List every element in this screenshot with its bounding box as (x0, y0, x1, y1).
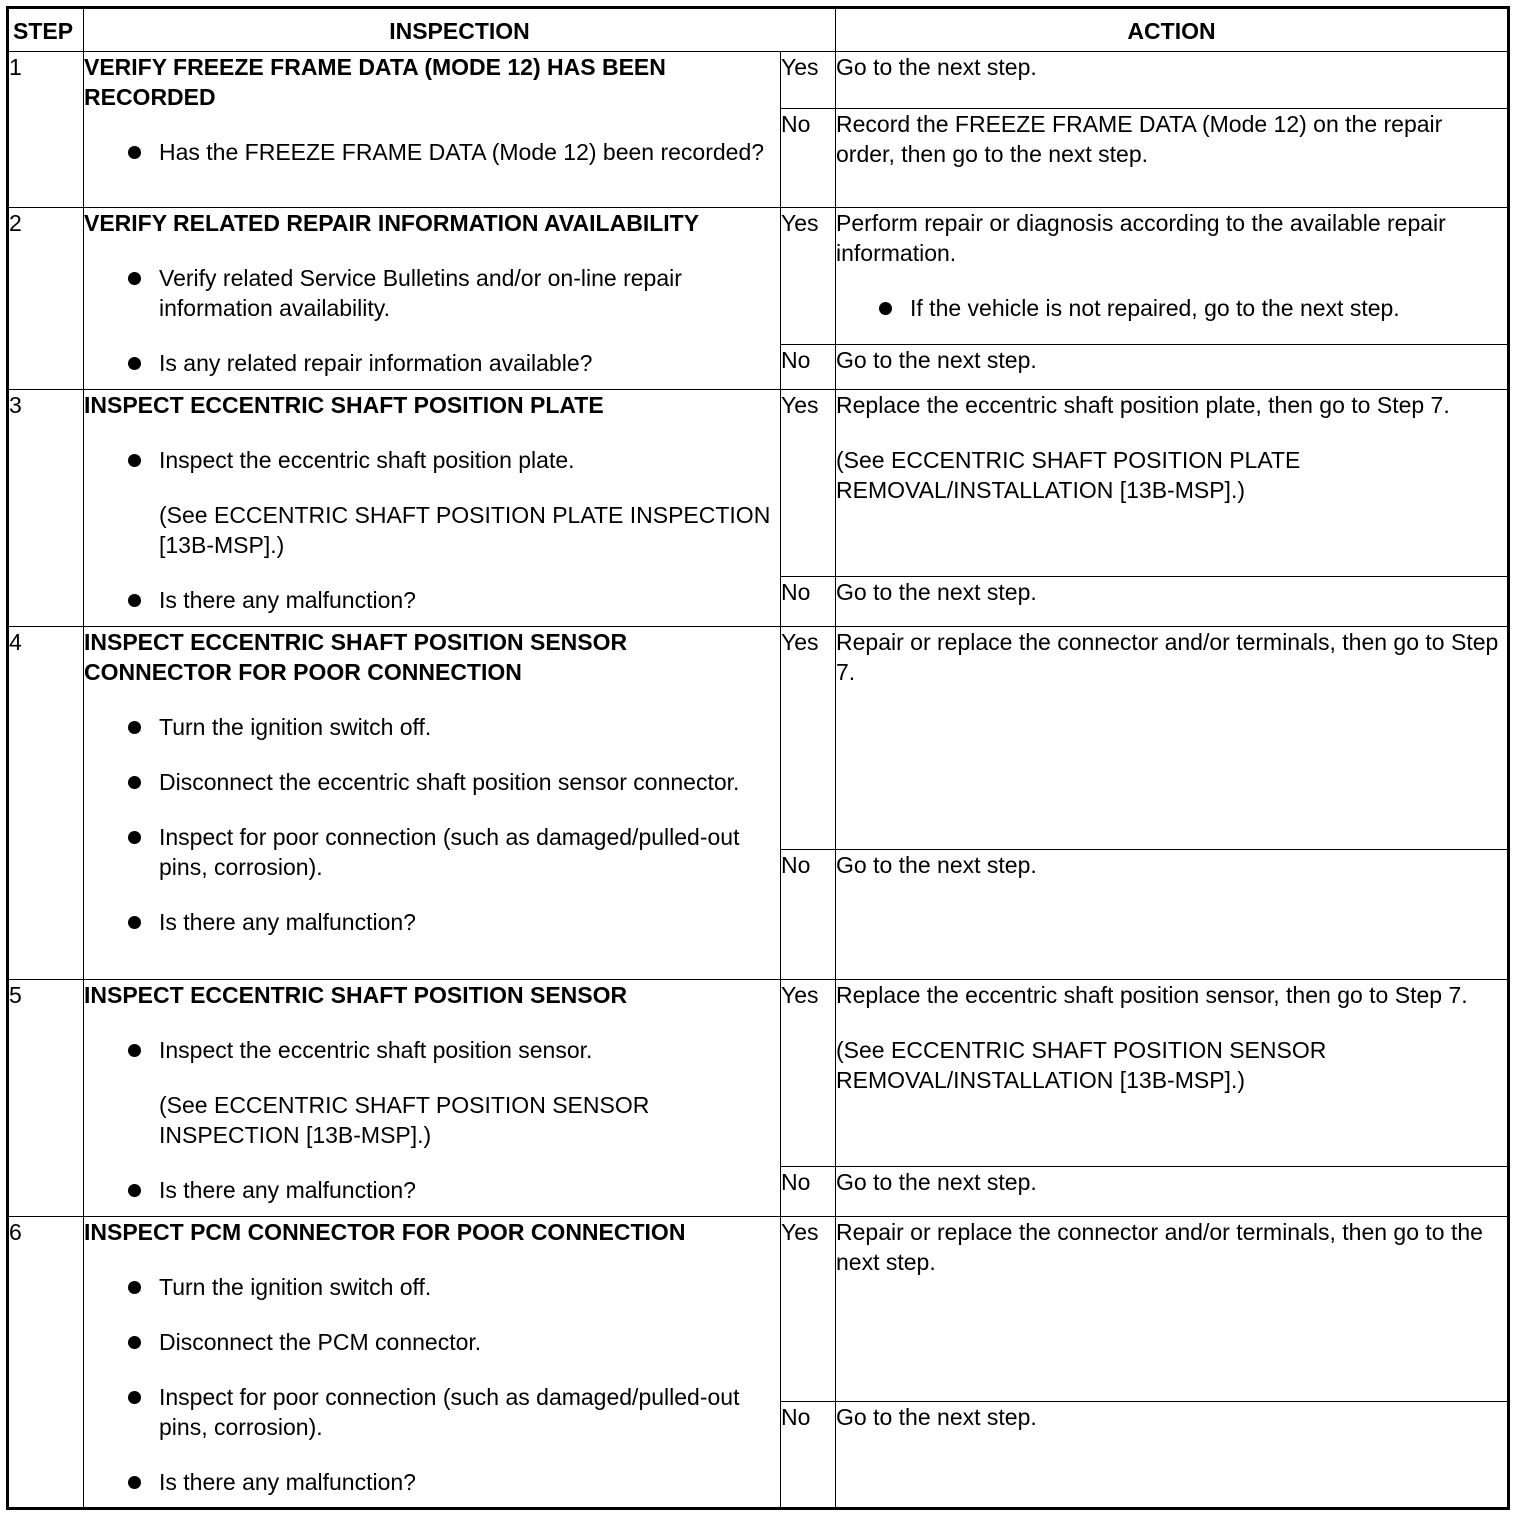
no-label: No (781, 1167, 836, 1217)
no-label: No (781, 577, 836, 627)
diagnostic-procedure-table (6, 6, 1510, 1510)
step-row (8, 627, 1509, 850)
no-label: No (781, 109, 836, 208)
yes-action-text: Go to the next step. (836, 54, 1037, 80)
step-row (8, 980, 1509, 1167)
yes-label: Yes (781, 208, 836, 345)
yes-action-text: Replace the eccentric shaft position plate, then go to Step 7. (836, 392, 1450, 418)
inspection-bullet: Is there any malfunction? (84, 1467, 780, 1497)
inspection-bullet: Inspect for poor connection (such as damaged/pulled-out pins, corrosion). (84, 1382, 780, 1442)
yes-action-text: Repair or replace the connector and/or terminals, then go to Step 7. (836, 629, 1499, 685)
yes-action (836, 390, 1509, 577)
yes-label: Yes (781, 627, 836, 850)
no-action: Go to the next step. (836, 345, 1509, 390)
yes-action (836, 627, 1509, 850)
inspection-bullet: Inspect the eccentric shaft position sensor. (84, 1035, 780, 1065)
yes-label: Yes (781, 980, 836, 1167)
inspection-cell (84, 980, 781, 1217)
inspection-cell (84, 1217, 781, 1509)
step-row (8, 390, 1509, 577)
yes-action-reference: (See ECCENTRIC SHAFT POSITION PLATE REMOVAL/INSTALLATION [13B-MSP].) (836, 447, 1301, 503)
inspection-header: INSPECTION (84, 8, 836, 52)
no-action: Go to the next step. (836, 577, 1509, 627)
no-label: No (781, 850, 836, 980)
step-row (8, 208, 1509, 345)
inspection-bullet: Verify related Service Bulletins and/or on-line repair information availability. (84, 263, 780, 323)
yes-action-text: Repair or replace the connector and/or terminals, then go to the next step. (836, 1219, 1483, 1275)
inspection-bullet: Inspect for poor connection (such as damaged/pulled-out pins, corrosion). (84, 822, 780, 882)
yes-label: Yes (781, 390, 836, 577)
header-row (8, 8, 1509, 52)
yes-action-reference: (See ECCENTRIC SHAFT POSITION SENSOR REMOVAL/INSTALLATION [13B-MSP].) (836, 1037, 1327, 1093)
inspection-title: INSPECT ECCENTRIC SHAFT POSITION PLATE (84, 392, 604, 418)
yes-action-text: Replace the eccentric shaft position sensor, then go to Step 7. (836, 982, 1468, 1008)
inspection-title: INSPECT PCM CONNECTOR FOR POOR CONNECTION (84, 1219, 686, 1245)
step-number: 1 (8, 52, 84, 208)
yes-action-text: Perform repair or diagnosis according to the available repair information. (836, 210, 1446, 266)
inspection-reference: (See ECCENTRIC SHAFT POSITION PLATE INSPECTION [13B-MSP].) (159, 502, 771, 558)
inspection-cell (84, 627, 781, 980)
yes-action (836, 1217, 1509, 1402)
step-row (8, 1217, 1509, 1402)
step-number: 6 (8, 1217, 84, 1509)
step-number: 5 (8, 980, 84, 1217)
inspection-cell (84, 208, 781, 390)
no-action: Record the FREEZE FRAME DATA (Mode 12) on the repair order, then go to the next step. (836, 109, 1509, 208)
inspection-bullet: Turn the ignition switch off. (84, 712, 780, 742)
step-number: 3 (8, 390, 84, 627)
inspection-title: INSPECT ECCENTRIC SHAFT POSITION SENSOR CONNECTOR FOR POOR CONNECTION (84, 629, 628, 685)
inspection-cell (84, 390, 781, 627)
step-header: STEP (8, 8, 84, 52)
inspection-bullet: Is there any malfunction? (84, 585, 780, 615)
yes-label: Yes (781, 1217, 836, 1402)
step-row (8, 52, 1509, 109)
inspection-bullet: Is there any malfunction? (84, 907, 780, 937)
inspection-title: INSPECT ECCENTRIC SHAFT POSITION SENSOR (84, 982, 628, 1008)
inspection-bullet: Turn the ignition switch off. (84, 1272, 780, 1302)
yes-action (836, 980, 1509, 1167)
inspection-reference: (See ECCENTRIC SHAFT POSITION SENSOR INSPECTION [13B-MSP].) (159, 1092, 650, 1148)
inspection-cell (84, 52, 781, 208)
yes-action-bullet: If the vehicle is not repaired, go to the next step. (836, 293, 1507, 323)
inspection-title: VERIFY FREEZE FRAME DATA (MODE 12) HAS BEEN RECORDED (84, 54, 666, 110)
yes-action (836, 208, 1509, 345)
inspection-bullet: Is there any malfunction? (84, 1175, 780, 1205)
action-header: ACTION (836, 8, 1509, 52)
yes-action (836, 52, 1509, 109)
inspection-bullet: Inspect the eccentric shaft position plate. (84, 445, 780, 475)
inspection-bullet: Disconnect the eccentric shaft position sensor connector. (84, 767, 780, 797)
no-action: Go to the next step. (836, 850, 1509, 980)
inspection-bullet: Is any related repair information available? (84, 348, 780, 378)
no-action: Go to the next step. (836, 1167, 1509, 1217)
yes-label: Yes (781, 52, 836, 109)
inspection-title: VERIFY RELATED REPAIR INFORMATION AVAILABILITY (84, 210, 700, 236)
inspection-bullet: Disconnect the PCM connector. (84, 1327, 780, 1357)
step-number: 4 (8, 627, 84, 980)
no-action: Go to the next step. (836, 1402, 1509, 1509)
no-label: No (781, 345, 836, 390)
step-number: 2 (8, 208, 84, 390)
no-label: No (781, 1402, 836, 1509)
inspection-bullet: Has the FREEZE FRAME DATA (Mode 12) been recorded? (84, 137, 780, 167)
